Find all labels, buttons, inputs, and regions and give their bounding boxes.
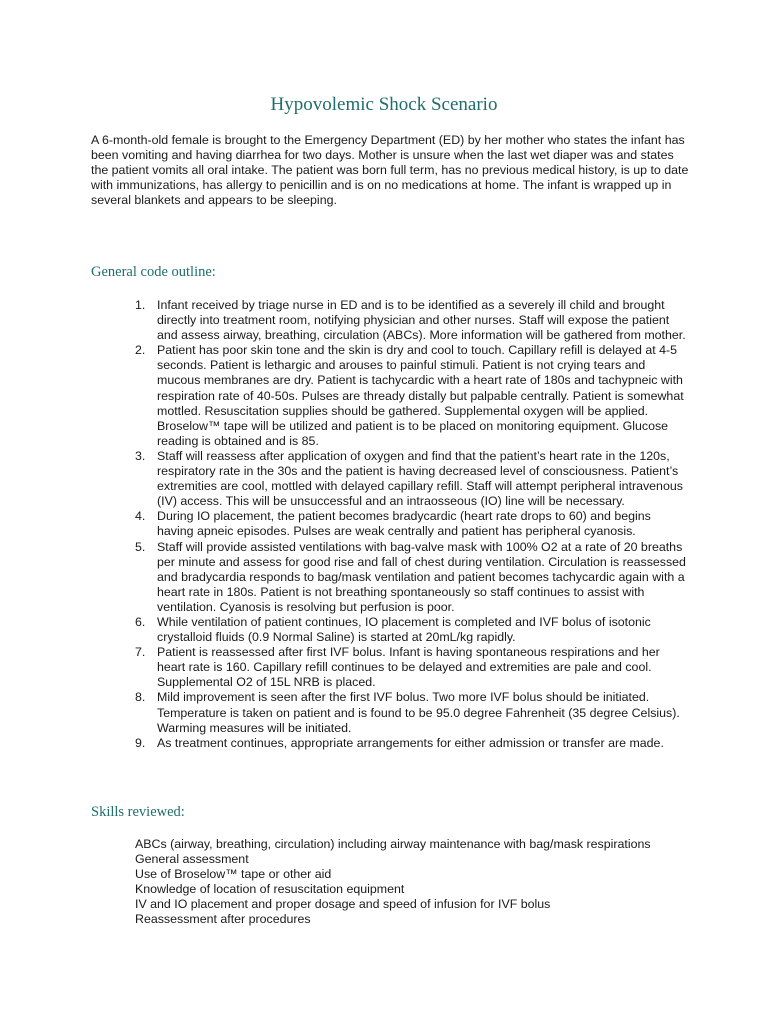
outline-item-number: 3.	[135, 448, 146, 463]
skill-item: Reassessment after procedures	[135, 912, 311, 927]
outline-item-text: Mild improvement is seen after the first IVF bolus. Two more IVF bolus should be initiated. Temperature is taken on patient and is found to be 95.0 degree Fahrenheit (35 degree Celsius). Warming measures will be initiated.	[157, 690, 680, 735]
outline-item-text: During IO placement, the patient becomes bradycardic (heart rate drops to 60) and begins having apneic episodes. Pulses are weak centrally and patient has peripheral cyanosis.	[157, 509, 651, 539]
outline-item-text: As treatment continues, appropriate arrangements for either admission or transfer are made.	[157, 735, 664, 750]
outline-item	[135, 690, 687, 735]
general-code-outline-list	[135, 298, 687, 751]
outline-item	[135, 540, 687, 615]
outline-item-number: 1.	[135, 298, 146, 312]
skill-item: IV and IO placement and proper dosage and speed of infusion for IVF bolus	[135, 897, 551, 912]
skill-item: Use of Broselow™ tape or other aid	[135, 867, 332, 882]
outline-item-number: 4.	[135, 509, 146, 524]
skill-item: ABCs (airway, breathing, circulation) including airway maintenance with bag/mask respirations	[135, 837, 651, 851]
outline-item	[135, 645, 687, 690]
outline-item-text: Staff will provide assisted ventilations with bag-valve mask with 100% O2 at a rate of 20 breaths per minute and assess for good rise and fall of chest during ventilation. Circulation is reassessed and bradycardia responds to bag/mask ventilation and patient becomes tachycardic again with a heart rate in 180s. Patient is not breathing spontaneously so staff continues to assist with ventilation. Cyanosis is resolving but perfusion is poor.	[157, 539, 686, 614]
outline-item	[135, 736, 687, 751]
outline-item-number: 7.	[135, 645, 146, 660]
skills-reviewed-heading: Skills reviewed:	[91, 804, 185, 820]
outline-item-text: Patient is reassessed after first IVF bolus. Infant is having spontaneous respirations and her heart rate is 160. Capillary refill continues to be delayed and extremities are pale and cool. Supplemental O2 of 15L NRB is placed.	[157, 645, 660, 690]
general-code-outline-heading: General code outline:	[91, 264, 216, 280]
outline-item-text: Infant received by triage nurse in ED and is to be identified as a severely ill child and brought directly into treatment room, notifying physician and other nurses. Staff will expose the patient and assess airway, breathing, circulation (ABCs). More information will be gathered from mother.	[157, 298, 686, 343]
outline-item	[135, 615, 687, 645]
outline-item-number: 8.	[135, 690, 146, 705]
outline-item-number: 2.	[135, 343, 146, 358]
outline-item	[135, 343, 687, 449]
outline-item	[135, 509, 687, 539]
outline-item-number: 5.	[135, 539, 146, 554]
skill-item: General assessment	[135, 852, 249, 867]
outline-item-text: While ventilation of patient continues, IO placement is completed and IVF bolus of isotonic crystalloid fluids (0.9 Normal Saline) is started at 20mL/kg rapidly.	[157, 614, 651, 645]
outline-item-number: 9.	[135, 735, 146, 750]
outline-item	[135, 298, 687, 343]
scenario-intro-paragraph: A 6-month-old female is brought to the Emergency Department (ED) by her mother who states the infant has been vomiting and having diarrhea for two days. Mother is unsure when the last wet diaper was and states the patient vomits all oral intake. The patient was born full term, has no previous medical history, is up to date with immunizations, has allergy to penicillin and is on no medications at home. The infant is wrapped up in several blankets and appears to be sleeping.	[91, 133, 689, 208]
outline-item	[135, 449, 687, 509]
document-title: Hypovolemic Shock Scenario	[270, 94, 498, 115]
outline-item-text: Patient has poor skin tone and the skin is dry and cool to touch. Capillary refill is delayed at 4-5 seconds. Patient is lethargic and arouses to painful stimuli. Patient is not crying tears and mucous membranes are dry. Patient is tachycardic with a heart rate of 180s and tachypneic with respiration rate of 40-50s. Pulses are thready distally but palpable centrally. Patient is somewhat mottled. Resuscitation supplies should be gathered. Supplemental oxygen will be applied. Broselow™ tape will be utilized and patient is to be placed on monitoring equipment. Glucose reading is obtained and is 85.	[157, 343, 684, 448]
outline-item-number: 6.	[135, 614, 146, 629]
skill-item: Knowledge of location of resuscitation equipment	[135, 882, 405, 897]
outline-item-text: Staff will reassess after application of oxygen and find that the patient’s heart rate in the 120s, respiratory rate in the 30s and the patient is having decreased level of consciousness. Patient’s extremities are cool, mottled with delayed capillary refill. Staff will attempt peripheral intravenous (IV) access. This will be unsuccessful and an intraosseous (IO) line will be necessary.	[157, 448, 683, 509]
skills-reviewed-list	[135, 837, 695, 928]
